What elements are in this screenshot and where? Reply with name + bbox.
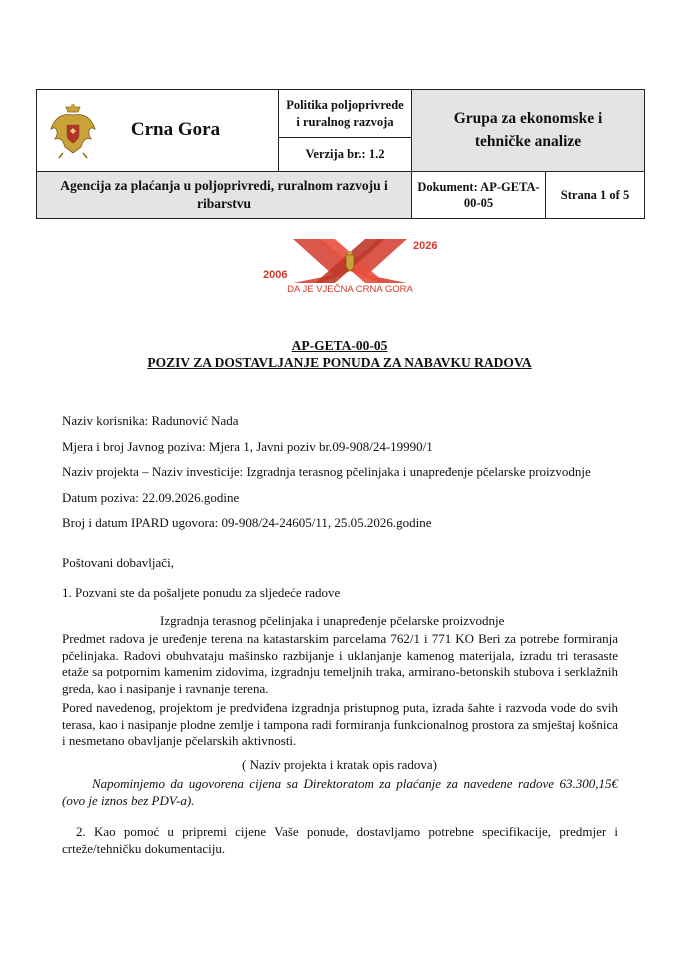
beneficiary-line: Naziv korisnika: Radunović Nada — [62, 413, 239, 428]
contract-line: Broj i datum IPARD ugovora: 09-908/24-24605/11, 25.05.2026.godine — [62, 515, 432, 530]
item-1: 1. Pozvani ste da pošaljete ponudu za sljedeće radove — [62, 585, 341, 600]
coat-of-arms-icon — [49, 103, 97, 159]
page-cell — [546, 172, 645, 219]
description-paragraph-2: Pored navedenog, projektom je predviđena izgradnja pristupnog puta, izrada šahte i razvoda vode do svih terasa, kao i nasipanje plodne zemlje i tampona radi formiranja funkcionalnog prostora za smještaj košnica i nesmetano obavljanje pčelarskih aktivnosti. — [62, 700, 618, 749]
document-cell — [412, 172, 546, 219]
document-header — [36, 89, 644, 218]
policy-title: Politika poljoprivrede i ruralnog razvoja — [279, 90, 411, 138]
project-name: Izgradnja terasnog pčelinjaka i unapređenje pčelarske proizvodnje — [160, 613, 505, 628]
country-name: Crna Gora — [130, 119, 221, 141]
group-cell — [412, 90, 645, 172]
xx-mark-icon — [293, 239, 407, 283]
logo-year-start: 2006 — [263, 269, 288, 281]
item-2: 2. Kao pomoć u pripremi cijene Vaše ponude, dostavljamo potrebne specifikacije, predmjer i crteže/tehničku dokumentaciju. — [62, 824, 618, 856]
jubilee-logo — [255, 233, 445, 295]
price-note: Napominjemo da ugovorena cijena sa Direktoratom za plaćanje za navedene radove 63.300,15€ (ovo je iznos bez PDV-a). — [62, 776, 618, 808]
logo-year-end: 2026 — [413, 240, 438, 252]
document-code-title: AP-GETA-00-05 — [291, 338, 388, 353]
document-title: POZIV ZA DOSTAVLJANJE PONUDA ZA NABAVKU RADOVA — [147, 355, 532, 370]
agency-cell — [37, 172, 412, 219]
version-label: Verzija br.: 1.2 — [305, 147, 385, 162]
page-number: Strana 1 of 5 — [560, 187, 630, 202]
document-code: Dokument: AP-GETA-00-05 — [417, 179, 540, 210]
measure-line: Mjera i broj Javnog poziva: Mjera 1, Javni poziv br.09-908/24-19990/1 — [62, 439, 433, 454]
project-line: Naziv projekta – Naziv investicije: Izgradnja terasnog pčelinjaka i unapređenje pčelarske proizvodnje — [62, 464, 591, 479]
date-line: Datum poziva: 22.09.2026.godine — [62, 490, 240, 505]
group-title: Grupa za ekonomske i tehničke analize — [453, 110, 603, 150]
description-caption: ( Naziv projekta i kratak opis radova) — [242, 757, 437, 772]
country-cell — [37, 90, 279, 172]
logo-motto: DA JE VJEČNA CRNA GORA — [287, 284, 413, 295]
description-paragraph-1: Predmet radova je uređenje terena na katastarskim parcelama 762/1 i 771 KO Beri za potrebe formiranja pčelinjaka. Radovi obuhvataju mašinsko razbijanje i uklanjanje kamenog materijala, izradu tri terasaste etaže sa potpornim kamenim zidovima, izgradnju temeljnih traka, armirano-betonskih stubova i serklažnih greda, kao i nasipanje i ravnanje terena. — [62, 631, 618, 696]
agency-name: Agencija za plaćanja u poljoprivredi, ruralnom razvoju i ribarstvu — [60, 178, 388, 211]
greeting: Poštovani dobavljači, — [62, 555, 174, 570]
policy-cell — [279, 90, 412, 172]
